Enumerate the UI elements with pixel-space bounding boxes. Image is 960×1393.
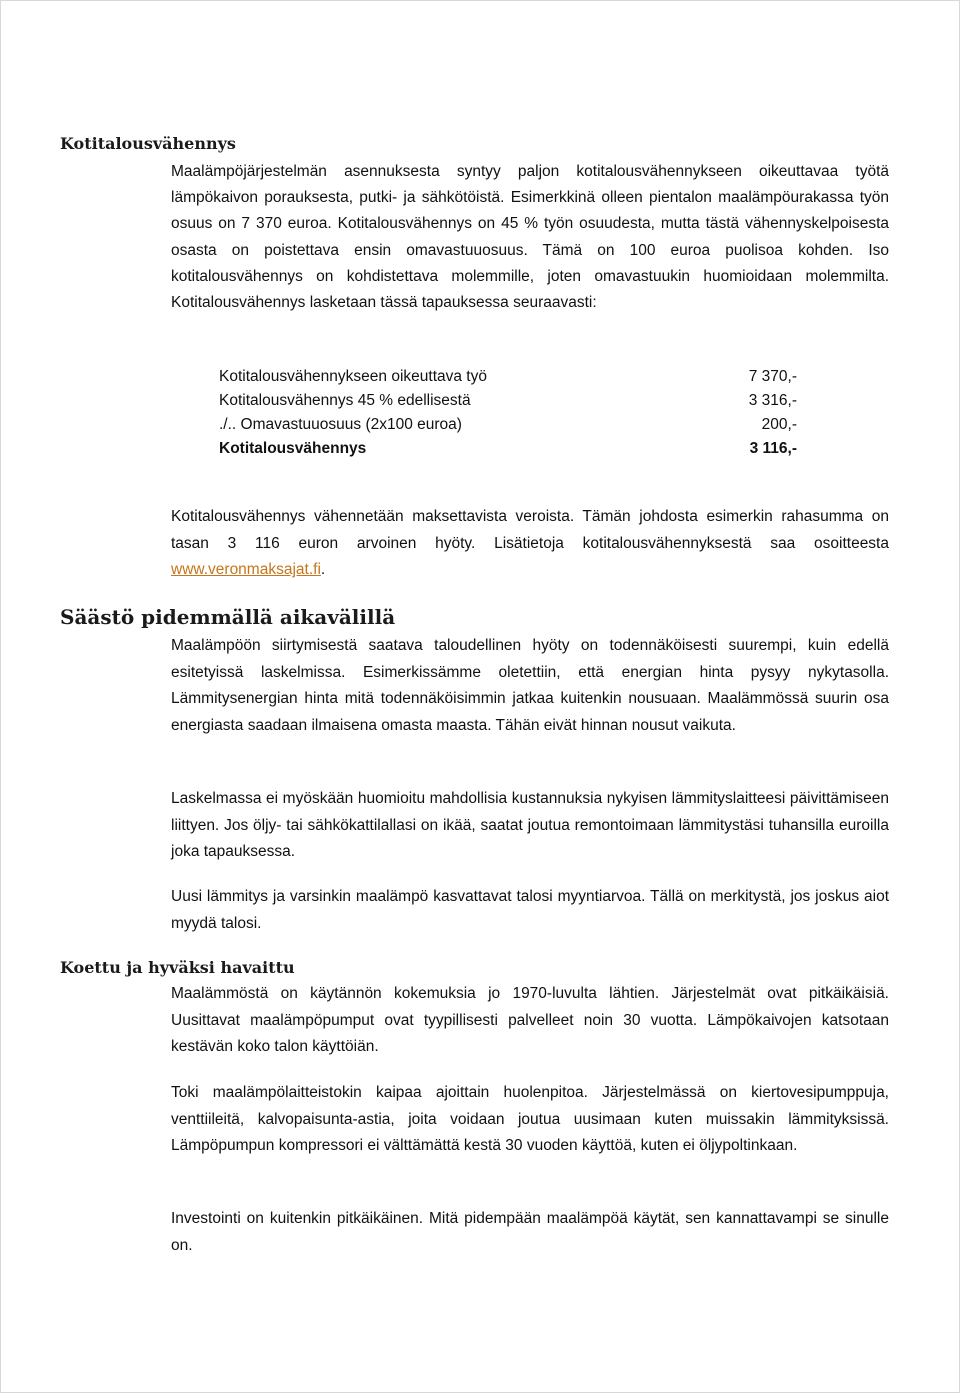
section-heading-koettu: Koettu ja hyväksi havaittu (60, 958, 295, 977)
paragraph-kotitalousvahennys-closing (171, 504, 889, 584)
paragraph-saasto-1: Maalämpöön siirtymisestä saatava taloudellinen hyöty on todennäköisesti suurempi, kuin edellä esitetyissä laskelmissa. Esimerkissämme oletettiin, että energian hinta pysyy nykytasolla. Lämmitysenergian hinta mitä todennäköisimmin jatkaa kuitenkin nousuaan. Maalämmössä suurin osa energiasta saadaan ilmaisena omasta maasta. Tähän eivät hinnan nousut vaikuta. (171, 637, 889, 734)
paragraph-kotitalousvahennys-intro: Maalämpöjärjestelmän asennuksesta syntyy paljon kotitalousvähennykseen oikeuttavaa työtä lämpökaivon porauksesta, putki- ja sähkötöistä. Esimerkkinä olleen pientalon maalämpöurakassa työn osuus on 7 370 euroa. Kotitalousvähennys on 45 % työn osuudesta, mutta tästä vähennyskelpoisesta osasta on poistettava ensin omavastuuosuus. Tämä on 100 euroa puolisoa kohden. Iso kotitalousvähennys on kohdistettava molemmille, joten omavastuukin huomioidaan molemmilta. Kotitalousvähennys lasketaan tässä tapauksessa seuraavasti: (171, 163, 889, 312)
calc-value: 7 370,- (748, 368, 797, 385)
calc-row-work (219, 368, 797, 390)
closing-text: Kotitalousvähennys vähennetään maksettavista veroista. Tämän johdosta esimerkin rahasumma on tasan 3 116 euron arvoinen hyöty. Lisätietoja kotitalousvähennyksestä saa osoitteesta (171, 508, 889, 552)
calc-value: 3 116,- (749, 440, 797, 457)
paragraph-saasto-2: Laskelmassa ei myöskään huomioitu mahdollisia kustannuksia nykyisen lämmityslaitteesi päivittämiseen liittyen. Jos öljy- tai sähkökattilallasi on ikää, saatat joutua remontoimaan lämmitystäsi tuhansilla euroilla joka tapauksessa. (171, 790, 889, 861)
calc-label: ./.. Omavastuuosuus (2x100 euroa) (219, 416, 462, 433)
section-heading-kotitalousvahennys: Kotitalousvähennys (60, 134, 236, 153)
paragraph-koettu-1: Maalämmöstä on käytännön kokemuksia jo 1970-luvulta lähtien. Järjestelmät ovat pitkäikäisiä. Uusittavat maalämpöpumput ovat tyypillisesti palvelleet noin 30 vuotta. Lämpökaivojen katsotaan kestävän koko talon käyttöiän. (171, 985, 889, 1056)
calc-label: Kotitalousvähennys (219, 440, 367, 457)
calc-row-total (219, 440, 797, 462)
calc-row-deduction-percent (219, 392, 797, 414)
calc-label: Kotitalousvähennys 45 % edellisestä (219, 392, 471, 409)
calc-label: Kotitalousvähennykseen oikeuttava työ (219, 368, 487, 385)
paragraph-saasto-3: Uusi lämmitys ja varsinkin maalämpö kasvattavat talosi myyntiarvoa. Tällä on merkitystä, jos joskus aiot myydä talosi. (171, 888, 889, 932)
veronmaksajat-link[interactable]: www.veronmaksajat.fi (171, 561, 321, 579)
paragraph-koettu-3: Investointi on kuitenkin pitkäikäinen. Mitä pidempään maalämpöä käytät, sen kannattavampi se sinulle on. (171, 1210, 889, 1254)
closing-period: . (320, 561, 326, 579)
section-heading-saasto: Säästö pidemmällä aikavälillä (60, 605, 396, 629)
paragraph-koettu-2: Toki maalämpölaitteistokin kaipaa ajoittain huolenpitoa. Järjestelmässä on kiertovesipumppuja, venttiileitä, kalvopaisunta-astia, joita voidaan joutua uusimaan kuten muissakin lämmityksissä. Lämpöpumpun kompressori ei välttämättä kestä 30 vuoden käyttöä, kuten ei öljypoltinkaan. (171, 1084, 889, 1155)
calc-row-omavastuu (219, 416, 797, 438)
calc-value: 3 316,- (748, 392, 797, 409)
calc-value: 200,- (761, 416, 797, 433)
